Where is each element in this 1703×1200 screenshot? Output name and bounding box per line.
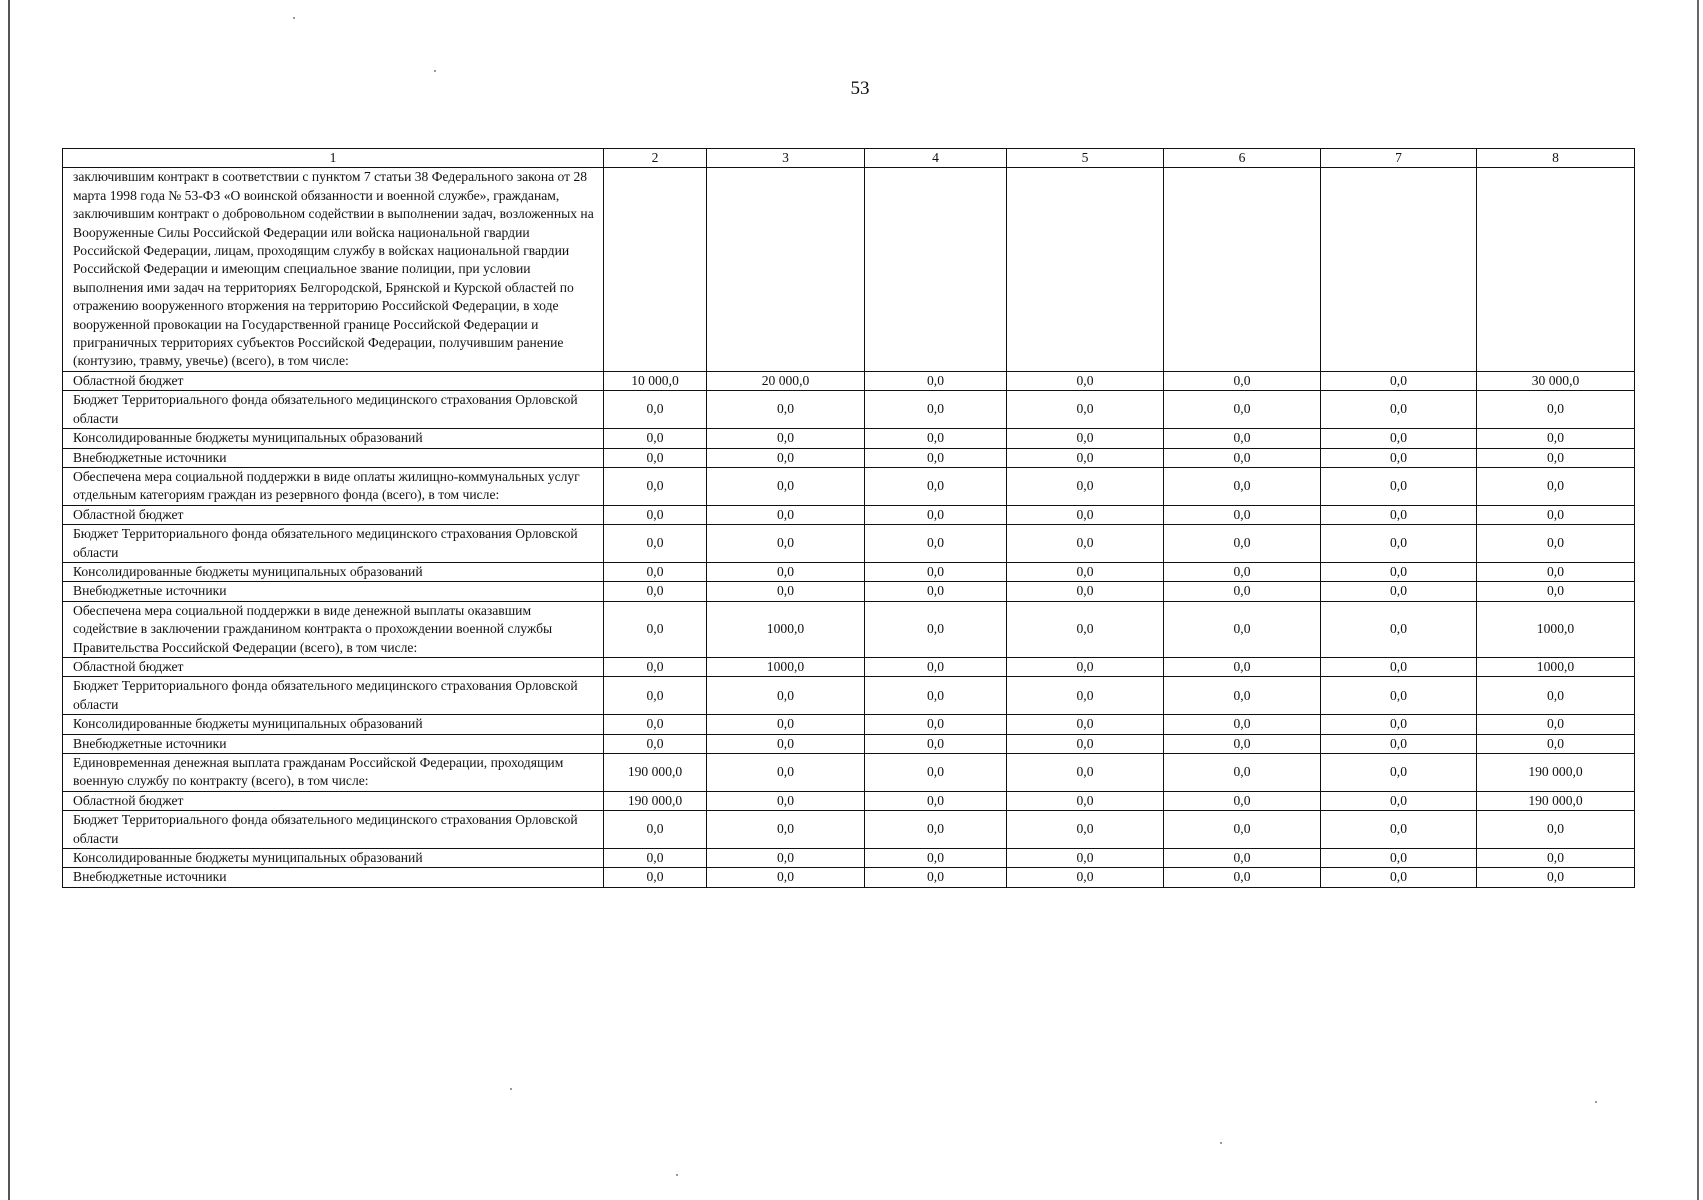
row-label: Консолидированные бюджеты муниципальных образований <box>63 849 604 868</box>
value-cell: 0,0 <box>865 582 1007 601</box>
value-cell: 0,0 <box>604 657 707 676</box>
value-cell: 0,0 <box>1321 868 1477 887</box>
budget-table <box>62 148 1635 888</box>
value-cell: 0,0 <box>865 601 1007 657</box>
row-label: Консолидированные бюджеты муниципальных образований <box>63 715 604 734</box>
value-cell: 0,0 <box>1164 562 1321 581</box>
value-cell: 0,0 <box>1477 505 1635 524</box>
value-cell: 0,0 <box>1164 868 1321 887</box>
value-cell: 0,0 <box>1164 525 1321 563</box>
value-cell: 0,0 <box>1007 562 1164 581</box>
value-cell: 190 000,0 <box>604 791 707 810</box>
table-row <box>63 734 1635 753</box>
value-cell: 0,0 <box>1164 448 1321 467</box>
value-cell: 0,0 <box>707 505 865 524</box>
value-cell: 0,0 <box>707 811 865 849</box>
value-cell: 0,0 <box>865 429 1007 448</box>
value-cell: 0,0 <box>1321 448 1477 467</box>
column-header: 2 <box>604 149 707 168</box>
column-header: 1 <box>63 149 604 168</box>
value-cell: 190 000,0 <box>1477 791 1635 810</box>
table-row <box>63 868 1635 887</box>
row-label: заключившим контракт в соответствии с пунктом 7 статьи 38 Федерального закона от 28 марта 1998 года № 53-ФЗ «О воинской обязанности и военной службе», гражданам, заключившим контракт о добровольном содействии в выполнении задач, возложенных на Вооруженные Силы Российской Федерации или войска национальной гвардии Российской Федерации, лицам, проходящим службу в войсках национальной гвардии Российской Федерации и имеющим специальное звание полиции, при условии выполнения ими задач на территориях Белгородской, Брянской и Курской областей по отражению вооруженного вторжения на территорию Российской Федерации, в ходе вооруженной провокации на Государственной границе Российской Федерации и приграничных территориях субъектов Российской Федерации, получившим ранение (контузию, травму, увечье) (всего), в том числе: <box>63 168 604 371</box>
value-cell: 0,0 <box>604 811 707 849</box>
value-cell: 0,0 <box>1164 371 1321 390</box>
value-cell: 0,0 <box>1007 429 1164 448</box>
value-cell: 0,0 <box>1164 657 1321 676</box>
value-cell: 0,0 <box>1321 429 1477 448</box>
row-label: Единовременная денежная выплата гражданам Российской Федерации, проходящим военную службу по контракту (всего), в том числе: <box>63 754 604 792</box>
scan-speck <box>434 70 436 72</box>
row-label: Внебюджетные источники <box>63 868 604 887</box>
column-header: 6 <box>1164 149 1321 168</box>
table-row <box>63 525 1635 563</box>
row-label: Областной бюджет <box>63 791 604 810</box>
value-cell: 0,0 <box>1007 849 1164 868</box>
value-cell: 0,0 <box>1007 448 1164 467</box>
row-label: Консолидированные бюджеты муниципальных образований <box>63 429 604 448</box>
column-header: 7 <box>1321 149 1477 168</box>
row-label: Внебюджетные источники <box>63 734 604 753</box>
value-cell: 0,0 <box>865 391 1007 429</box>
value-cell: 1000,0 <box>707 601 865 657</box>
value-cell: 0,0 <box>707 525 865 563</box>
value-cell <box>1321 168 1477 371</box>
value-cell: 0,0 <box>604 582 707 601</box>
value-cell: 0,0 <box>1321 371 1477 390</box>
table-row <box>63 677 1635 715</box>
value-cell: 0,0 <box>865 715 1007 734</box>
column-header: 4 <box>865 149 1007 168</box>
value-cell: 0,0 <box>1321 582 1477 601</box>
value-cell: 0,0 <box>1321 467 1477 505</box>
value-cell: 0,0 <box>865 467 1007 505</box>
value-cell: 0,0 <box>1321 657 1477 676</box>
scan-speck <box>510 1088 512 1090</box>
value-cell: 0,0 <box>865 868 1007 887</box>
value-cell: 0,0 <box>1164 734 1321 753</box>
scan-edge-right <box>1697 0 1699 1200</box>
value-cell: 0,0 <box>865 562 1007 581</box>
value-cell: 1000,0 <box>1477 601 1635 657</box>
value-cell <box>707 168 865 371</box>
value-cell: 0,0 <box>1164 791 1321 810</box>
value-cell: 0,0 <box>1007 657 1164 676</box>
value-cell: 0,0 <box>865 734 1007 753</box>
value-cell: 0,0 <box>707 734 865 753</box>
table-row <box>63 562 1635 581</box>
value-cell: 0,0 <box>1164 677 1321 715</box>
table-body <box>63 168 1635 887</box>
page-number: 53 <box>850 78 870 99</box>
value-cell: 0,0 <box>1477 715 1635 734</box>
table-row <box>63 429 1635 448</box>
value-cell: 0,0 <box>707 677 865 715</box>
value-cell: 0,0 <box>1007 467 1164 505</box>
value-cell: 0,0 <box>1164 429 1321 448</box>
value-cell: 0,0 <box>604 525 707 563</box>
table-row <box>63 811 1635 849</box>
row-label: Обеспечена мера социальной поддержки в виде денежной выплаты оказавшим содействие в заключении гражданином контракта о прохождении военной службы Правительства Российской Федерации (всего), в том числе: <box>63 601 604 657</box>
table-row <box>63 391 1635 429</box>
column-header: 8 <box>1477 149 1635 168</box>
scan-speck <box>676 1174 678 1176</box>
value-cell: 10 000,0 <box>604 371 707 390</box>
value-cell: 0,0 <box>604 849 707 868</box>
value-cell: 0,0 <box>1477 734 1635 753</box>
value-cell: 190 000,0 <box>1477 754 1635 792</box>
value-cell: 0,0 <box>604 734 707 753</box>
value-cell: 0,0 <box>865 505 1007 524</box>
value-cell: 0,0 <box>1321 849 1477 868</box>
row-label: Бюджет Территориального фонда обязательного медицинского страхования Орловской области <box>63 525 604 563</box>
value-cell <box>604 168 707 371</box>
value-cell: 0,0 <box>1321 715 1477 734</box>
row-label: Бюджет Территориального фонда обязательного медицинского страхования Орловской области <box>63 391 604 429</box>
row-label: Бюджет Территориального фонда обязательного медицинского страхования Орловской области <box>63 677 604 715</box>
table-row <box>63 448 1635 467</box>
table-row <box>63 467 1635 505</box>
value-cell: 0,0 <box>1164 715 1321 734</box>
row-label: Областной бюджет <box>63 505 604 524</box>
scan-speck <box>293 17 295 19</box>
table-row <box>63 715 1635 734</box>
table-row <box>63 791 1635 810</box>
value-cell: 0,0 <box>1477 677 1635 715</box>
row-label: Областной бюджет <box>63 371 604 390</box>
value-cell: 0,0 <box>1321 754 1477 792</box>
value-cell: 0,0 <box>1007 715 1164 734</box>
value-cell: 0,0 <box>1321 525 1477 563</box>
value-cell: 0,0 <box>1164 582 1321 601</box>
value-cell: 0,0 <box>1007 525 1164 563</box>
value-cell: 0,0 <box>1007 601 1164 657</box>
value-cell: 0,0 <box>1477 582 1635 601</box>
row-label: Внебюджетные источники <box>63 582 604 601</box>
value-cell: 0,0 <box>1321 391 1477 429</box>
value-cell: 0,0 <box>707 791 865 810</box>
value-cell: 0,0 <box>1164 391 1321 429</box>
row-label: Областной бюджет <box>63 657 604 676</box>
value-cell: 1000,0 <box>1477 657 1635 676</box>
value-cell: 0,0 <box>865 371 1007 390</box>
value-cell: 0,0 <box>1321 734 1477 753</box>
row-label: Внебюджетные источники <box>63 448 604 467</box>
value-cell: 0,0 <box>707 448 865 467</box>
value-cell: 0,0 <box>1007 371 1164 390</box>
value-cell: 0,0 <box>1477 391 1635 429</box>
table-row <box>63 505 1635 524</box>
value-cell: 0,0 <box>604 601 707 657</box>
value-cell: 0,0 <box>1007 754 1164 792</box>
value-cell: 0,0 <box>1007 391 1164 429</box>
scan-speck <box>1220 1142 1222 1144</box>
value-cell: 190 000,0 <box>604 754 707 792</box>
value-cell: 30 000,0 <box>1477 371 1635 390</box>
value-cell: 0,0 <box>1007 505 1164 524</box>
value-cell: 0,0 <box>865 677 1007 715</box>
value-cell: 0,0 <box>1164 754 1321 792</box>
table-row <box>63 582 1635 601</box>
row-label: Обеспечена мера социальной поддержки в виде оплаты жилищно-коммунальных услуг отдельным категориям граждан из резервного фонда (всего), в том числе: <box>63 467 604 505</box>
value-cell: 0,0 <box>604 868 707 887</box>
table-row <box>63 754 1635 792</box>
value-cell: 0,0 <box>707 868 865 887</box>
value-cell: 0,0 <box>707 562 865 581</box>
value-cell: 0,0 <box>1321 677 1477 715</box>
value-cell: 0,0 <box>865 525 1007 563</box>
value-cell: 0,0 <box>865 448 1007 467</box>
column-header: 3 <box>707 149 865 168</box>
value-cell: 0,0 <box>1477 429 1635 448</box>
value-cell: 0,0 <box>604 448 707 467</box>
value-cell: 0,0 <box>604 391 707 429</box>
table-row <box>63 168 1635 371</box>
scan-speck <box>1595 1101 1597 1103</box>
table-row <box>63 849 1635 868</box>
value-cell: 0,0 <box>707 582 865 601</box>
value-cell: 0,0 <box>604 467 707 505</box>
value-cell: 0,0 <box>604 429 707 448</box>
value-cell: 0,0 <box>1477 525 1635 563</box>
row-label: Консолидированные бюджеты муниципальных образований <box>63 562 604 581</box>
value-cell: 0,0 <box>1477 868 1635 887</box>
value-cell: 0,0 <box>707 849 865 868</box>
value-cell: 0,0 <box>707 715 865 734</box>
value-cell: 0,0 <box>1007 582 1164 601</box>
value-cell: 0,0 <box>604 505 707 524</box>
value-cell: 0,0 <box>865 811 1007 849</box>
value-cell: 0,0 <box>1321 505 1477 524</box>
value-cell: 0,0 <box>604 562 707 581</box>
value-cell: 0,0 <box>1477 467 1635 505</box>
value-cell: 0,0 <box>1164 811 1321 849</box>
value-cell: 0,0 <box>707 429 865 448</box>
column-header: 5 <box>1007 149 1164 168</box>
scan-edge-left <box>8 0 10 1200</box>
value-cell: 0,0 <box>865 657 1007 676</box>
value-cell: 0,0 <box>604 677 707 715</box>
value-cell: 0,0 <box>1164 505 1321 524</box>
value-cell: 0,0 <box>1164 467 1321 505</box>
value-cell <box>1007 168 1164 371</box>
value-cell: 0,0 <box>1007 868 1164 887</box>
value-cell: 0,0 <box>1164 601 1321 657</box>
value-cell: 0,0 <box>1007 677 1164 715</box>
value-cell: 0,0 <box>1477 811 1635 849</box>
value-cell: 0,0 <box>1321 811 1477 849</box>
value-cell: 0,0 <box>1321 562 1477 581</box>
value-cell: 0,0 <box>1477 562 1635 581</box>
row-label: Бюджет Территориального фонда обязательного медицинского страхования Орловской области <box>63 811 604 849</box>
value-cell: 0,0 <box>1477 849 1635 868</box>
table-row <box>63 601 1635 657</box>
column-number-row <box>63 149 1635 168</box>
value-cell: 0,0 <box>1164 849 1321 868</box>
value-cell: 0,0 <box>707 391 865 429</box>
value-cell: 0,0 <box>1321 791 1477 810</box>
value-cell <box>1477 168 1635 371</box>
value-cell: 0,0 <box>1321 601 1477 657</box>
value-cell: 0,0 <box>865 849 1007 868</box>
value-cell: 0,0 <box>865 791 1007 810</box>
value-cell: 0,0 <box>1007 734 1164 753</box>
value-cell: 1000,0 <box>707 657 865 676</box>
value-cell <box>865 168 1007 371</box>
value-cell: 0,0 <box>1477 448 1635 467</box>
value-cell: 0,0 <box>707 467 865 505</box>
value-cell: 0,0 <box>865 754 1007 792</box>
value-cell: 20 000,0 <box>707 371 865 390</box>
value-cell: 0,0 <box>1007 811 1164 849</box>
value-cell: 0,0 <box>1007 791 1164 810</box>
table-row <box>63 371 1635 390</box>
table-row <box>63 657 1635 676</box>
value-cell <box>1164 168 1321 371</box>
value-cell: 0,0 <box>707 754 865 792</box>
value-cell: 0,0 <box>604 715 707 734</box>
